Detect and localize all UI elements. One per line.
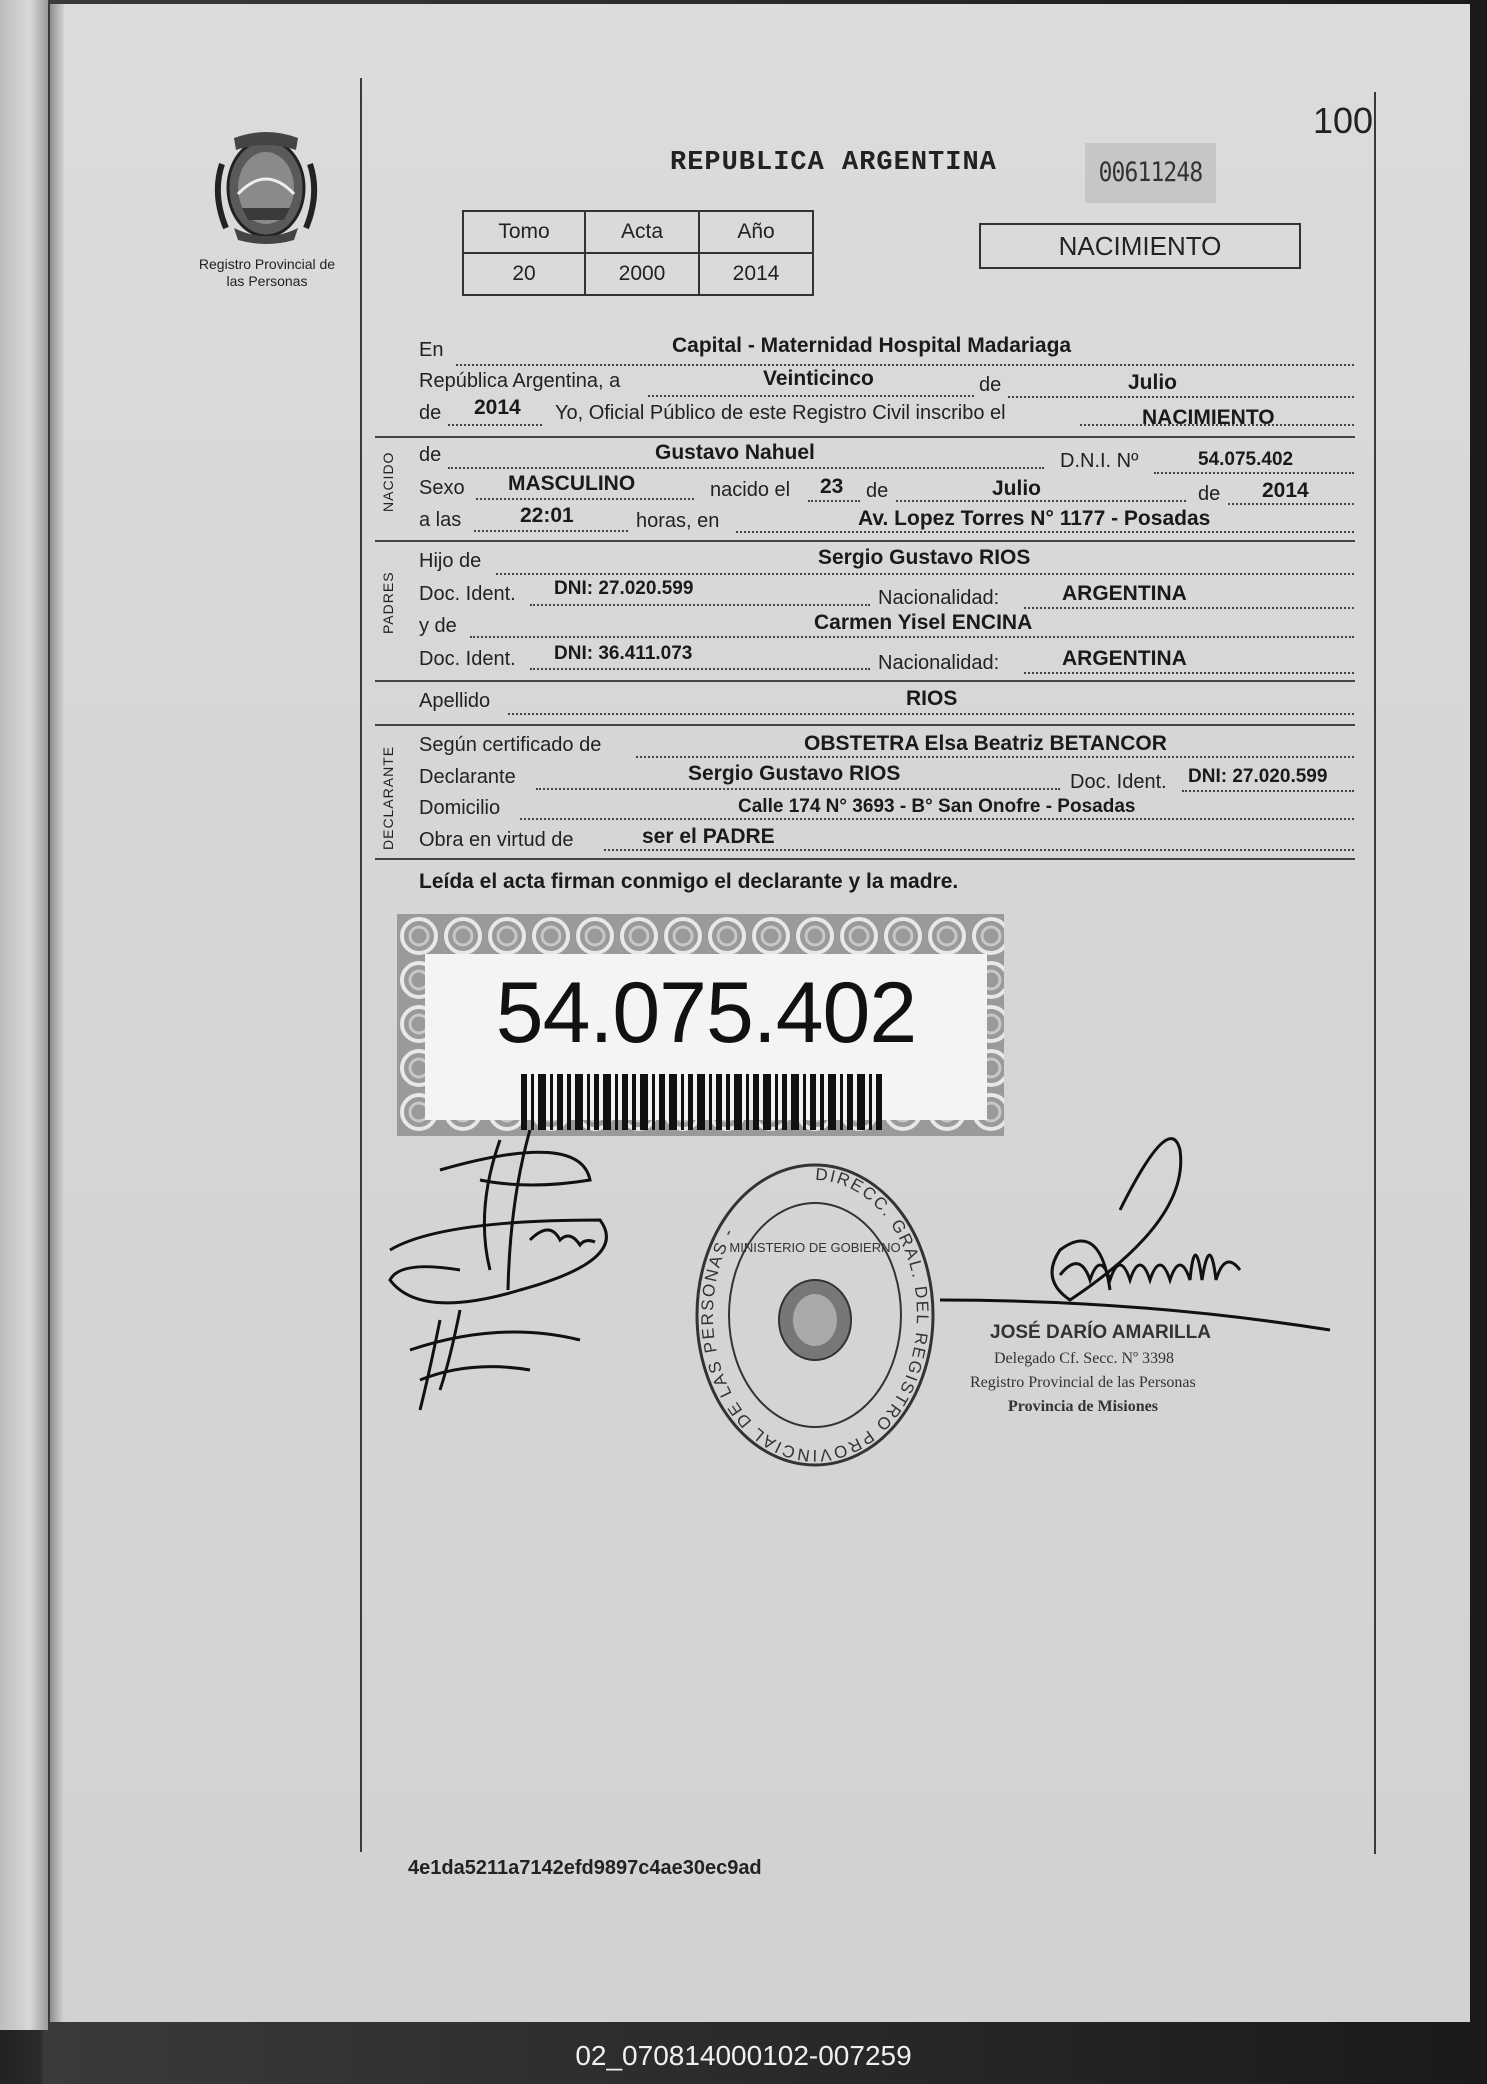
value-capacity: ser el PADRE [642, 825, 775, 848]
value-tomo: 20 [463, 253, 585, 295]
dni-label [397, 914, 1004, 1136]
section-separator [375, 680, 1355, 682]
document-type-box: NACIMIENTO [979, 223, 1301, 269]
document-hash: 4e1da5211a7142efd9897c4ae30ec9ad [408, 1857, 762, 1879]
value-father-nationality: ARGENTINA [1062, 582, 1187, 605]
value-year: 2014 [474, 396, 521, 419]
dotted-line [474, 530, 628, 532]
section-label-nacido: NACIDO [380, 451, 396, 512]
label-segun: Según certificado de [419, 734, 602, 756]
value-birth-time: 22:01 [520, 504, 574, 527]
label-doc-ident: Doc. Ident. [1070, 771, 1167, 793]
header-tomo: Tomo [463, 211, 585, 253]
dni-number: 54.075.402 [495, 965, 917, 1061]
record-table [462, 210, 814, 296]
value-place: Capital - Maternidad Hospital Madariaga [672, 334, 1072, 357]
label-declarante: Declarante [419, 766, 516, 788]
dotted-line [508, 713, 1354, 715]
value-address: Calle 174 N° 3693 - B° San Onofre - Posadas [738, 796, 1136, 817]
declarant-signature [380, 1120, 640, 1420]
dotted-line [808, 500, 860, 502]
record-table-header [463, 211, 813, 253]
value-act: NACIMIENTO [1142, 406, 1275, 429]
dotted-line [530, 604, 870, 606]
record-table-values [463, 253, 813, 295]
dotted-line [1008, 396, 1354, 398]
section-separator [375, 858, 1355, 860]
label-oficial: Yo, Oficial Público de este Registro Civil inscribo el [555, 402, 1006, 424]
official-signature [940, 1130, 1340, 1340]
label-de: de [979, 374, 1002, 396]
official-stamp [690, 1160, 940, 1470]
value-child-name: Gustavo Nahuel [655, 441, 815, 464]
right-margin-rule [1374, 92, 1376, 1854]
value-certificate: OBSTETRA Elsa Beatriz BETANCOR [804, 732, 1167, 755]
label-de: de [866, 480, 889, 502]
dotted-line [1154, 472, 1354, 474]
label-nacionalidad: Nacionalidad: [878, 652, 1000, 674]
label-hijo-de: Hijo de [419, 550, 482, 572]
document-title: REPUBLICA ARGENTINA [670, 148, 997, 178]
dotted-line [648, 395, 974, 397]
value-father-doc: DNI: 27.020.599 [554, 578, 694, 599]
value-child-dni: 54.075.402 [1198, 449, 1294, 470]
header-anio: Año [699, 211, 813, 253]
value-declarant-doc: DNI: 27.020.599 [1188, 766, 1328, 787]
label-doc-ident: Doc. Ident. [419, 648, 516, 670]
dotted-line [448, 424, 542, 426]
value-birth-place: Av. Lopez Torres N° 1177 - Posadas [858, 507, 1211, 530]
dotted-line [496, 573, 1354, 575]
value-birth-month: Julio [992, 477, 1042, 500]
stamp-inner-text: MINISTERIO DE GOBIERNO [729, 1240, 901, 1255]
label-en: En [419, 339, 444, 361]
official-office: Registro Provincial de las Personas [970, 1374, 1196, 1391]
closing-statement: Leída el acta firman conmigo el declarante y la madre. [419, 870, 959, 893]
value-acta: 2000 [585, 253, 699, 295]
dni-label-card [425, 954, 987, 1120]
section-label-declarante: DECLARANTE [380, 745, 396, 850]
label-apellido: Apellido [419, 690, 491, 712]
label-dni: D.N.I. Nº [1060, 450, 1139, 472]
value-day-words: Veinticinco [763, 367, 874, 390]
value-declarant: Sergio Gustavo RIOS [688, 762, 901, 785]
label-nacionalidad: Nacionalidad: [878, 587, 1000, 609]
dotted-line [536, 788, 1060, 790]
dotted-line [448, 467, 1044, 469]
dotted-line [1024, 607, 1354, 609]
label-republica: República Argentina, a [419, 370, 621, 392]
value-father-name: Sergio Gustavo RIOS [818, 546, 1031, 569]
dotted-line [530, 668, 870, 670]
section-separator [375, 724, 1355, 726]
dotted-line [520, 818, 1354, 820]
dotted-line [636, 756, 1354, 758]
label-doc-ident: Doc. Ident. [419, 583, 516, 605]
section-label-padres: PADRES [380, 571, 396, 634]
value-anio: 2014 [699, 253, 813, 295]
value-surname: RIOS [906, 687, 958, 710]
dotted-line [470, 636, 1354, 638]
value-mother-nationality: ARGENTINA [1062, 647, 1187, 670]
scan-footer-id: 02_070814000102-007259 [575, 2040, 912, 2071]
label-obra: Obra en virtud de [419, 829, 574, 851]
value-mother-doc: DNI: 36.411.073 [554, 643, 693, 664]
label-domicilio: Domicilio [419, 797, 501, 819]
registry-name: Registro Provincial de las Personas [198, 256, 336, 289]
dotted-line [1024, 672, 1354, 674]
dotted-line [456, 364, 1354, 366]
dotted-line [1182, 790, 1354, 792]
label-de: de [1198, 483, 1221, 505]
previous-page-edge [0, 0, 48, 2030]
official-name: JOSÉ DARÍO AMARILLA [990, 1322, 1211, 1343]
serial-number: 00611248 [1085, 143, 1216, 203]
section-separator [375, 540, 1355, 542]
label-a-las: a las [419, 509, 462, 531]
official-position: Delegado Cf. Secc. Nº 3398 [994, 1350, 1175, 1367]
label-de: de [419, 402, 442, 424]
header-acta: Acta [585, 211, 699, 253]
value-sex: MASCULINO [508, 472, 636, 495]
value-month: Julio [1128, 371, 1178, 394]
dotted-line [604, 849, 1354, 851]
stamp-ring-text: DIRECC. GRAL. DEL REGISTRO PROVINCIAL DE LAS PERSONAS - [697, 1164, 933, 1466]
section-separator [375, 436, 1355, 438]
dotted-line [1228, 503, 1354, 505]
label-horas-en: horas, en [636, 510, 720, 532]
value-birth-day: 23 [820, 475, 844, 498]
label-sexo: Sexo [419, 477, 465, 499]
value-birth-year: 2014 [1262, 479, 1309, 502]
value-mother-name: Carmen Yisel ENCINA [814, 611, 1033, 634]
dotted-line [736, 531, 1354, 533]
dotted-line [476, 498, 694, 500]
label-y-de: y de [419, 615, 457, 637]
label-de: de [419, 444, 442, 466]
left-margin-rule [360, 78, 362, 1852]
label-nacido-el: nacido el [710, 479, 791, 501]
page-number: 100 [1313, 100, 1374, 141]
province-emblem-icon [212, 124, 320, 248]
official-province: Provincia de Misiones [1008, 1398, 1158, 1415]
